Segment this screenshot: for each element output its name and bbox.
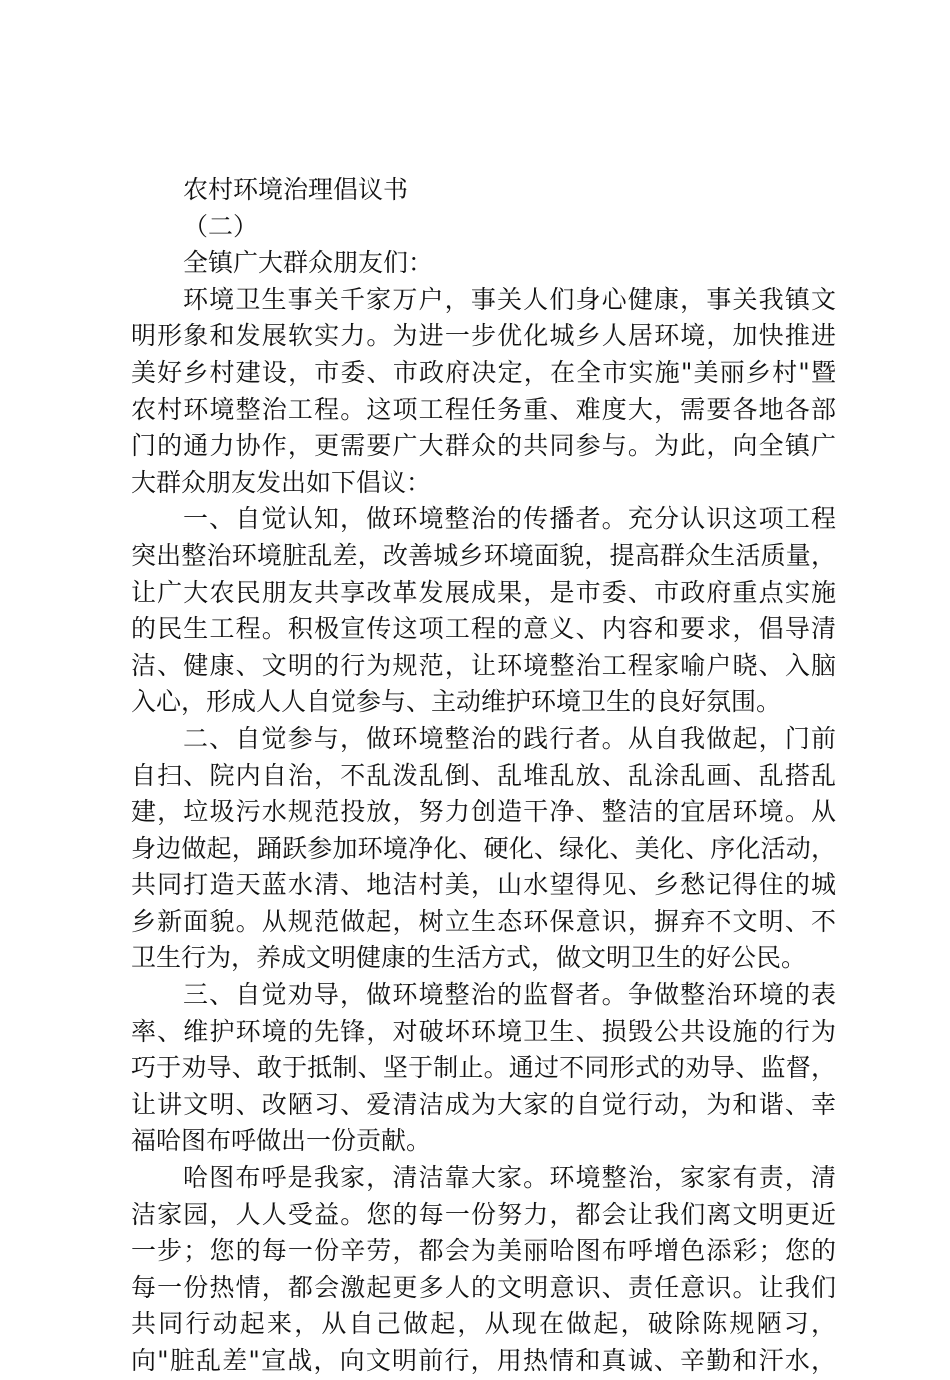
paragraph-line: 自扫、院内自治，不乱泼乱倒、乱堆乱放、乱涂乱画、乱搭乱 <box>131 760 836 790</box>
paragraph-line: 建，垃圾污水规范投放，努力创造干净、整洁的宜居环境。从 <box>131 797 836 827</box>
paragraph-line: 哈图布呼是我家，清洁靠大家。环境整治，家家有责，清 <box>183 1163 836 1193</box>
paragraph-line: 向"脏乱差"宣战，向文明前行，用热情和真诚、辛勤和汗水， <box>131 1346 836 1375</box>
paragraph-intro <box>131 282 836 502</box>
paragraph-line: 二、自觉参与，做环境整治的践行者。从自我做起，门前 <box>183 723 836 753</box>
paragraph-line: 洁、健康、文明的行为规范，让环境整治工程家喻户晓、入脑 <box>131 650 836 680</box>
paragraph-point-two <box>131 721 836 977</box>
paragraph-line: 乡新面貌。从规范做起，树立生态环保意识，摒弃不文明、不 <box>131 906 836 936</box>
document-title: 农村环境治理倡议书 <box>183 175 409 204</box>
paragraph-point-three <box>131 977 836 1160</box>
paragraph-line: 环境卫生事关千家万户，事关人们身心健康，事关我镇文 <box>183 284 836 314</box>
paragraph-line: 让广大农民朋友共享改革发展成果，是市委、市政府重点实施 <box>131 577 836 607</box>
paragraph-line: 洁家园，人人受益。您的每一份努力，都会让我们离文明更近 <box>131 1199 836 1229</box>
paragraph-point-one <box>131 501 836 721</box>
paragraph-line: 让讲文明、改陋习、爱清洁成为大家的自觉行动，为和谐、幸 <box>131 1089 836 1119</box>
paragraph-line: 每一份热情，都会激起更多人的文明意识、责任意识。让我们 <box>131 1272 836 1302</box>
paragraph-line: 一步；您的每一份辛劳，都会为美丽哈图布呼增色添彩；您的 <box>131 1236 836 1266</box>
document-body <box>131 172 836 1380</box>
paragraph-line: 一、自觉认知，做环境整治的传播者。充分认识这项工程 <box>183 504 836 534</box>
paragraph-line: 农村环境整治工程。这项工程任务重、难度大，需要各地各部 <box>131 394 836 424</box>
paragraph-line: 三、自觉劝导，做环境整治的监督者。争做整治环境的表 <box>183 980 836 1010</box>
paragraph-line: 明形象和发展软实力。为进一步优化城乡人居环境，加快推进 <box>131 321 836 351</box>
paragraph-line: 福哈图布呼做出一份贡献。 <box>131 1126 432 1156</box>
paragraph-closing <box>131 1160 836 1380</box>
paragraph-line: 共同打造天蓝水清、地洁村美，山水望得见、乡愁记得住的城 <box>131 870 836 900</box>
paragraph-line: 门的通力协作，更需要广大群众的共同参与。为此，向全镇广 <box>131 431 836 461</box>
paragraph-line: 突出整治环境脏乱差，改善城乡环境面貌，提高群众生活质量， <box>131 540 836 570</box>
paragraph-line: 大群众朋友发出如下倡议： <box>131 467 432 497</box>
paragraph-line: 的民生工程。积极宣传这项工程的意义、内容和要求，倡导清 <box>131 614 836 644</box>
document-subtitle: （二） <box>183 211 259 241</box>
paragraph-line: 卫生行为，养成文明健康的生活方式，做文明卫生的好公民。 <box>131 943 807 973</box>
greeting: 全镇广大群众朋友们： <box>183 248 434 278</box>
paragraph-line: 入心，形成人人自觉参与、主动维护环境卫生的良好氛围。 <box>131 687 782 717</box>
paragraph-line: 美好乡村建设，市委、市政府决定，在全市实施"美丽乡村"暨 <box>131 357 836 387</box>
paragraph-line: 共同行动起来，从自己做起，从现在做起，破除陈规陋习， <box>131 1309 836 1339</box>
paragraph-line: 率、维护环境的先锋，对破坏环境卫生、损毁公共设施的行为 <box>131 1016 836 1046</box>
paragraph-line: 身边做起，踊跃参加环境净化、硬化、绿化、美化、序化活动， <box>131 833 836 863</box>
paragraph-line: 巧于劝导、敢于抵制、坚于制止。通过不同形式的劝导、监督， <box>131 1053 836 1083</box>
